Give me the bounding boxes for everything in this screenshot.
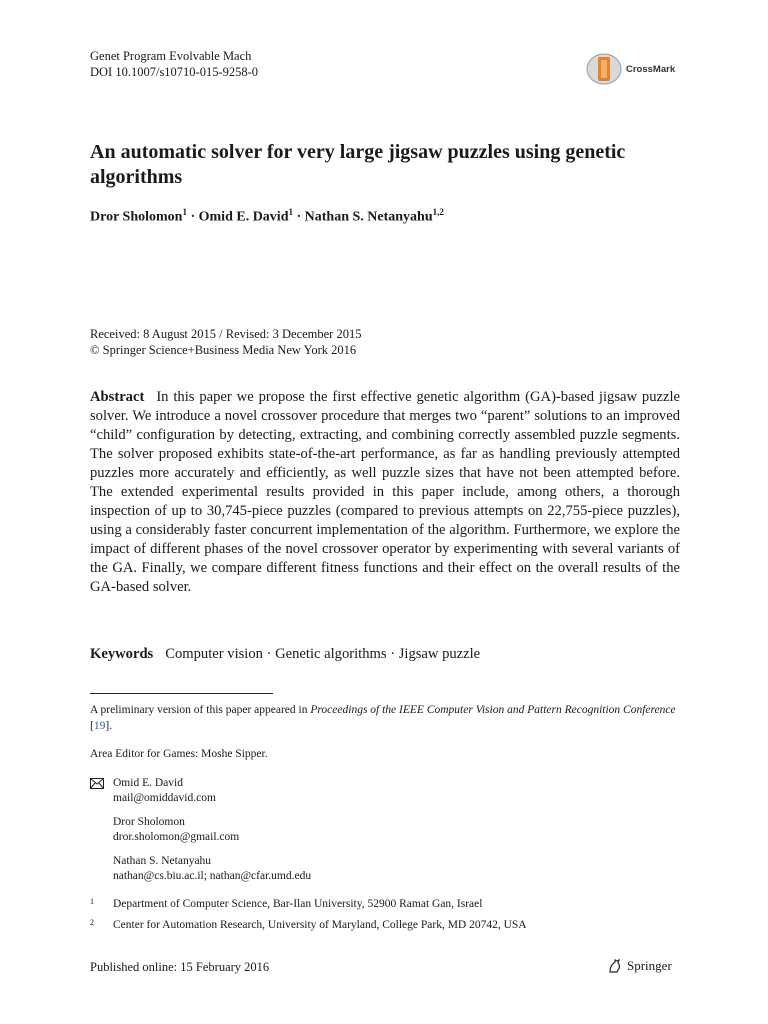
publication-dates [90, 326, 361, 358]
abstract [90, 388, 680, 597]
area-editor-note: Area Editor for Games: Moshe Sipper. [90, 748, 268, 760]
crossmark-badge[interactable] [586, 52, 696, 86]
envelope-icon [90, 778, 104, 789]
preliminary-footnote: A preliminary version of this paper appeared in Proceedings of the IEEE Computer Vision and Pattern Recognition Conference [19]. [90, 704, 676, 732]
doi[interactable]: DOI 10.1007/s10710-015-9258-0 [90, 65, 259, 79]
contact-list [90, 776, 311, 893]
author-name: Dror Sholomon [90, 209, 183, 225]
abstract-label: Abstract [90, 389, 145, 405]
springer-horse-icon [607, 958, 623, 974]
springer-logo [607, 958, 672, 974]
reference-link[interactable]: 19 [93, 720, 106, 732]
affiliation-text: Department of Computer Science, Bar-Ilan University, 52900 Ramat Gan, Israel [113, 898, 483, 910]
keywords [90, 646, 480, 663]
copyright: © Springer Science+Business Media New York 2016 [90, 343, 357, 357]
contact-entry [113, 815, 311, 845]
crossmark-label: CrossMark [626, 63, 676, 75]
conference-venue: Proceedings of the IEEE Computer Vision and Pattern Recognition Conference [310, 704, 676, 716]
contact-name: Omid E. David [113, 777, 183, 789]
abstract-text: In this paper we propose the first effective genetic algorithm (GA)-based jigsaw puzzle solver. We introduce a novel crossover procedure that merges two “parent” solutions to an improved “child” configuration by detecting, extracting, and combining correctly assembled puzzle segments. The solver proposed exhibits state-of-the-art performance, as far as handling previously attempted puzzles more accurately and efficiently, as well puzzle sizes that have not been attempted before. The extended experimental results provided in this paper include, among others, a thorough inspection of up to 30,745-piece puzzles (compared to previous attempts on 22,755-piece puzzles), using a considerably faster concurrent implementation of the algorithm. Furthermore, we explore the impact of different phases of the novel crossover operator by experimenting with several variants of the GA. Finally, we compare different fitness functions and their effect on the overall results of the GA-based solver. [90, 389, 680, 595]
crossmark-icon [586, 53, 622, 85]
contact-name: Nathan S. Netanyahu [113, 855, 212, 867]
affiliation-text: Center for Automation Research, University of Maryland, College Park, MD 20742, USA [113, 919, 527, 931]
affiliation-2 [90, 918, 527, 933]
author-separator: · [296, 209, 302, 225]
footnote-prefix: A preliminary version of this paper appeared in [90, 704, 311, 716]
author-name: Omid E. David [198, 209, 289, 225]
publisher-name: Springer [627, 958, 672, 973]
journal-name: Genet Program Evolvable Mach [90, 49, 252, 63]
contact-email[interactable]: mail@omiddavid.com [113, 792, 216, 804]
contact-entry [113, 776, 311, 806]
footnote-divider [90, 693, 273, 694]
contact-entry [113, 854, 311, 884]
author-list [90, 207, 444, 226]
contact-email[interactable]: nathan@cs.biu.ac.il; nathan@cfar.umd.edu [113, 870, 312, 882]
keywords-label: Keywords [90, 646, 154, 662]
author-separator: · [190, 209, 196, 225]
published-date: Published online: 15 February 2016 [90, 960, 270, 974]
contact-email[interactable]: dror.sholomon@gmail.com [113, 831, 240, 843]
keywords-text: Computer vision · Genetic algorithms · Jigsaw puzzle [165, 646, 481, 662]
affiliation-1 [90, 897, 482, 912]
author-name: Nathan S. Netanyahu [304, 209, 433, 225]
journal-header [90, 48, 258, 80]
affiliation-number: 1 [90, 897, 94, 906]
paper-title: An automatic solver for very large jigsaw puzzles using genetic algorithms [90, 141, 626, 188]
received-revised: Received: 8 August 2015 / Revised: 3 December 2015 [90, 327, 362, 341]
author-affiliation: 1 [288, 207, 293, 217]
author-affiliation: 1,2 [432, 207, 444, 217]
contact-name: Dror Sholomon [113, 816, 185, 828]
author-affiliation: 1 [182, 207, 187, 217]
affiliation-number: 2 [90, 918, 94, 927]
